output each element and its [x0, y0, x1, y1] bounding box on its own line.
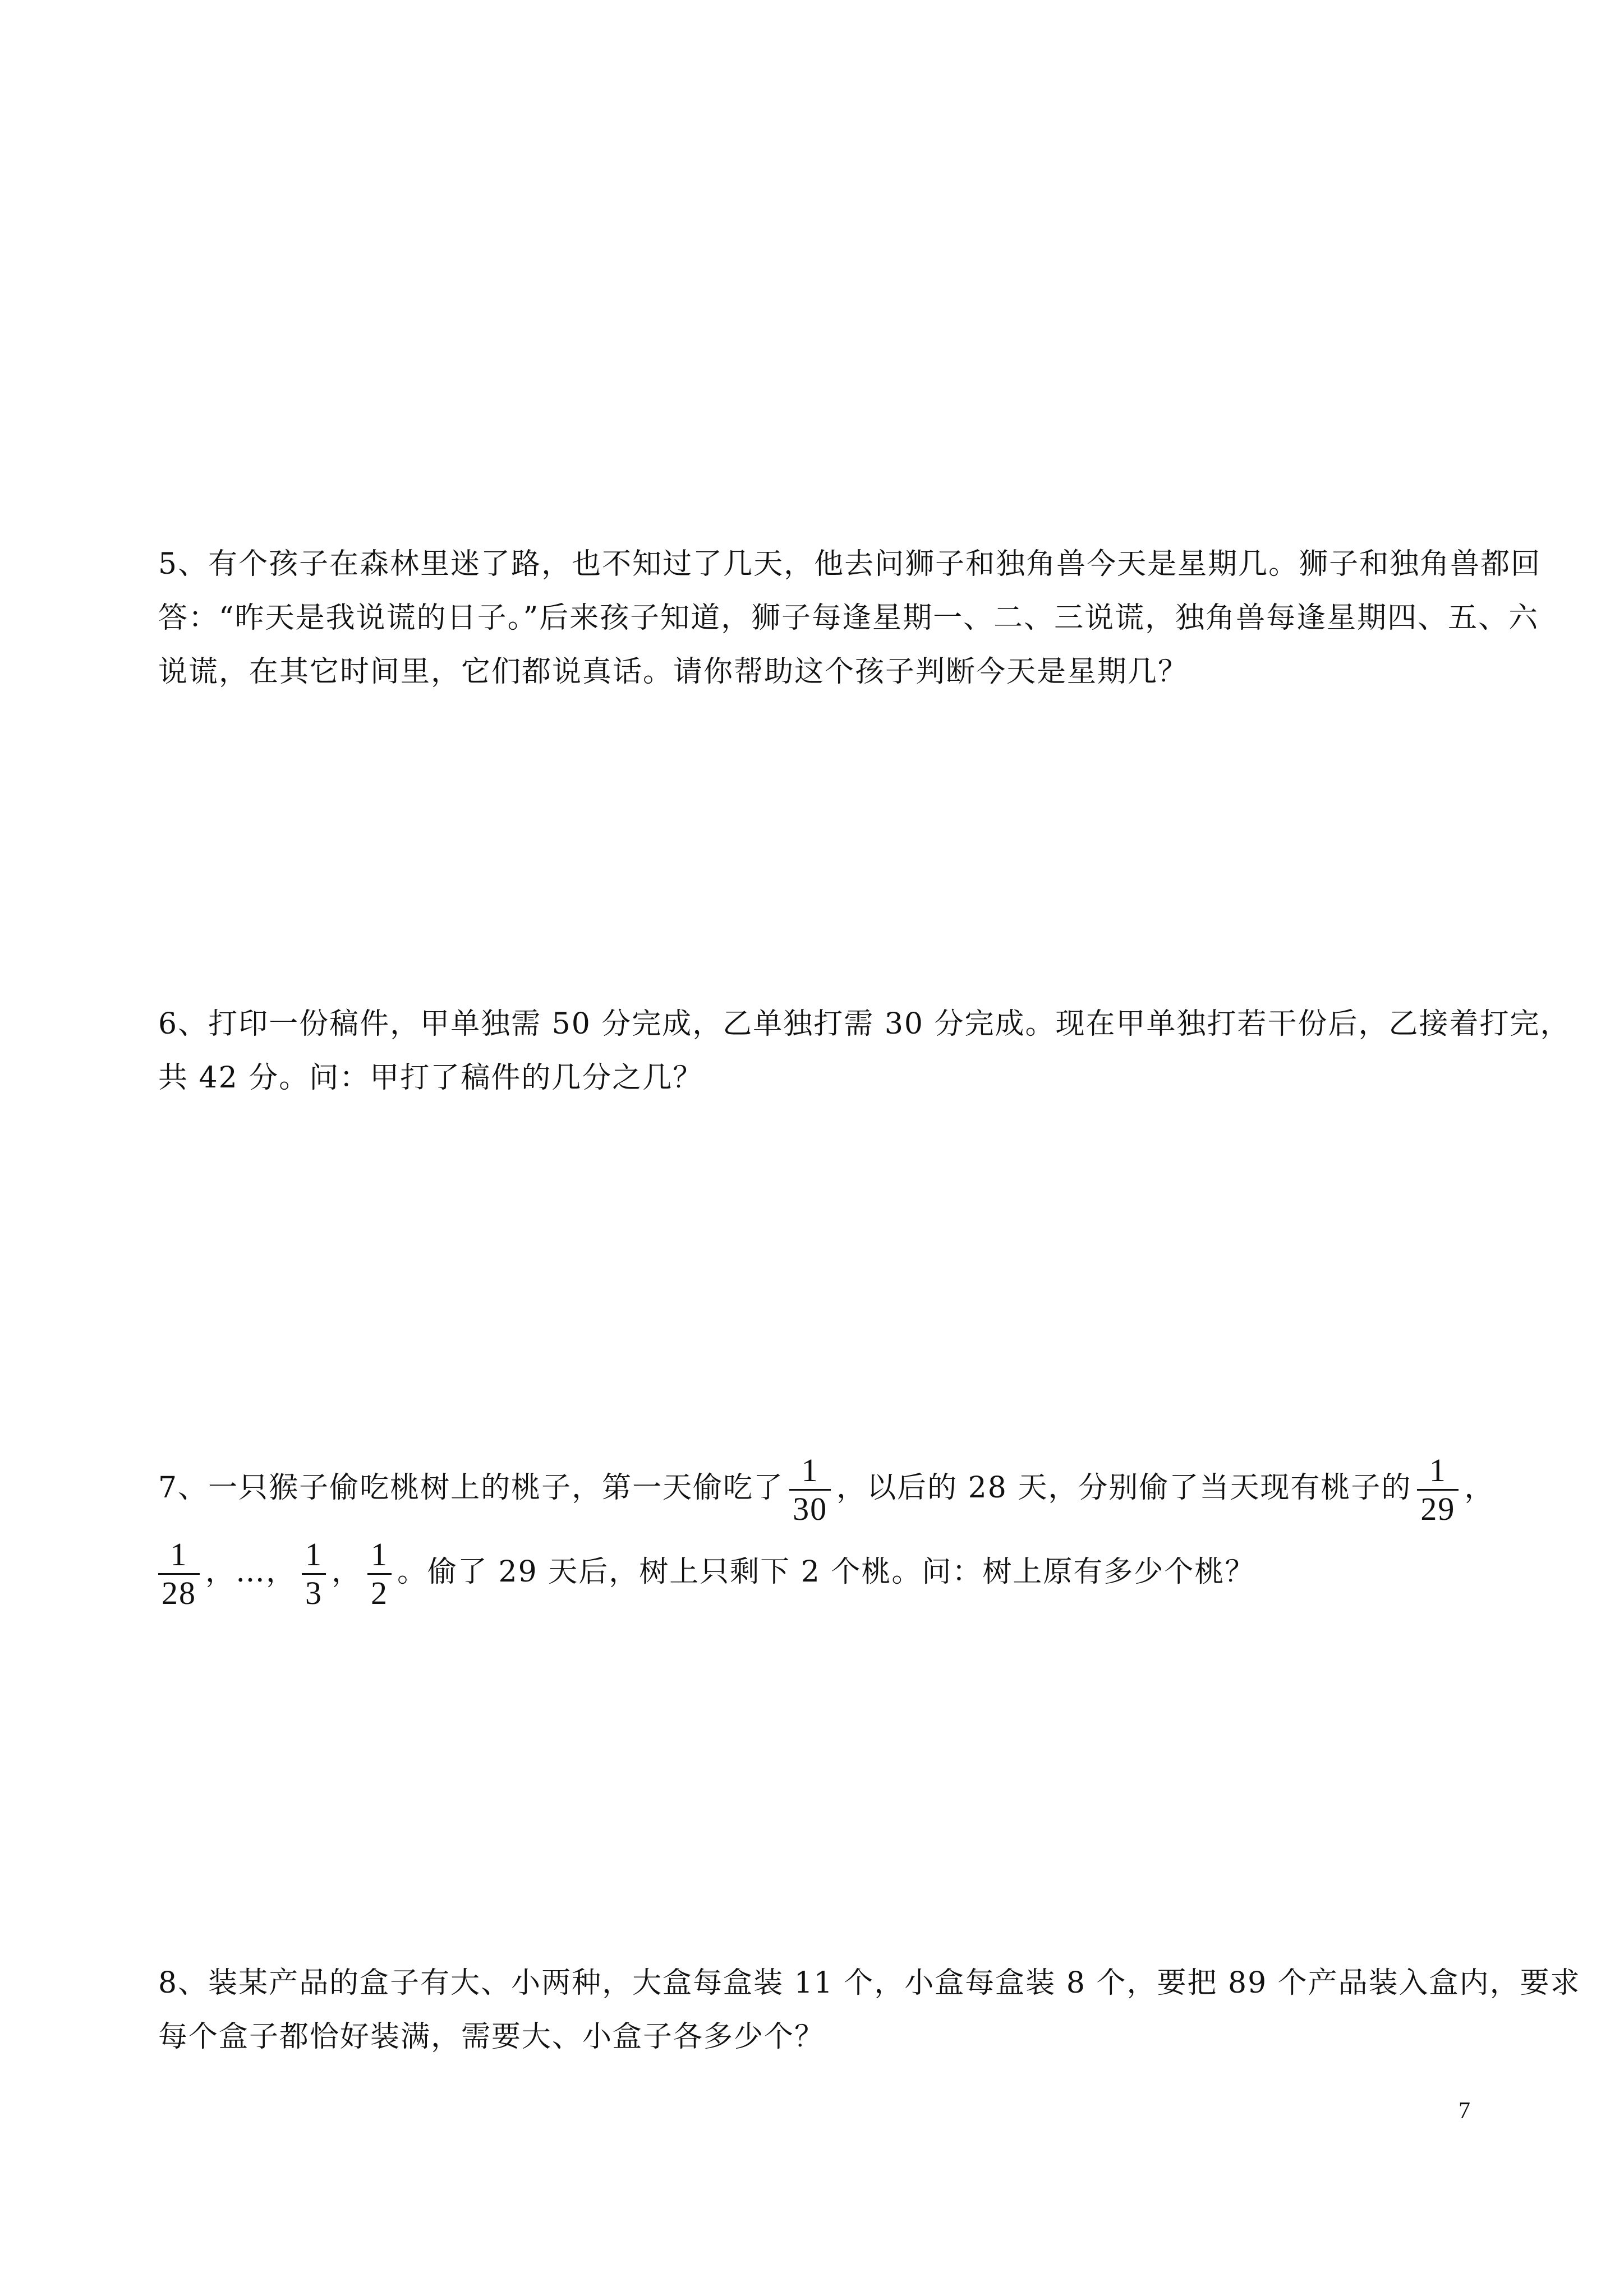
- fraction-numerator: 1: [1429, 1452, 1447, 1488]
- fraction-1-29: [1417, 1452, 1459, 1528]
- fraction-1-28: [158, 1536, 200, 1612]
- problem-8-line-1: 8、装某产品的盒子有大、小两种，大盒每盒装 11 个，小盒每盒装 8 个，要把 89 个产品装入盒内，要求: [158, 1966, 1581, 2000]
- problem-6-line-1: 6、打印一份稿件，甲单独需 50 分完成，乙单独打需 30 分完成。现在甲单独打若干份后，乙接着打完，: [158, 1007, 1571, 1041]
- fraction-denominator: 2: [371, 1575, 389, 1611]
- fraction-denominator: 28: [162, 1575, 196, 1611]
- problem-7-text: 。偷了 29 天后，树上只剩下 2 个桃。问：树上原有多少个桃？: [397, 1555, 1255, 1589]
- fraction-numerator: 1: [170, 1536, 188, 1573]
- problem-7-text: ，…，: [205, 1555, 297, 1589]
- problem-7-text: ，: [332, 1555, 362, 1589]
- problem-7: [158, 1446, 1495, 1614]
- problem-6-line-2: 共 42 分。问：甲打了稿件的几分之几？: [158, 1061, 703, 1095]
- problem-5: [158, 537, 1542, 699]
- problem-8-line-2: 每个盒子都恰好装满，需要大、小盒子各多少个？: [158, 2020, 825, 2054]
- problem-7-text: ，以后的 28 天，分别偷了当天现有桃子的: [836, 1471, 1412, 1505]
- fraction-1-2: [367, 1536, 392, 1612]
- page-number: 7: [1459, 2098, 1470, 2124]
- fraction-numerator: 1: [801, 1452, 819, 1488]
- fraction-1-30: [789, 1452, 831, 1528]
- fraction-denominator: 3: [305, 1575, 323, 1611]
- problem-7-text: 7、一只猴子偷吃桃树上的桃子，第一天偷吃了: [158, 1471, 784, 1505]
- problem-6: [158, 997, 1571, 1105]
- fraction-denominator: 30: [793, 1491, 828, 1527]
- problem-8: [158, 1956, 1581, 2064]
- problem-7-line-1: [158, 1446, 1495, 1530]
- fraction-denominator: 29: [1420, 1491, 1456, 1527]
- problem-7-line-2: [158, 1530, 1488, 1614]
- fraction-numerator: 1: [371, 1536, 389, 1573]
- fraction-numerator: 1: [305, 1536, 323, 1573]
- problem-5-line-1: 5、有个孩子在森林里迷了路，也不知过了几天，他去问狮子和独角兽今天是星期几。狮子和独角兽都回: [158, 547, 1542, 581]
- problem-5-line-2: 答：“昨天是我说谎的日子。”后来孩子知道，狮子每逢星期一、二、三说谎，独角兽每逢星期四、五、六: [158, 601, 1539, 635]
- problem-5-line-3: 说谎，在其它时间里，它们都说真话。请你帮助这个孩子判断今天是星期几？: [158, 655, 1189, 689]
- fraction-1-3: [302, 1536, 326, 1612]
- problem-7-text: ，: [1464, 1471, 1495, 1505]
